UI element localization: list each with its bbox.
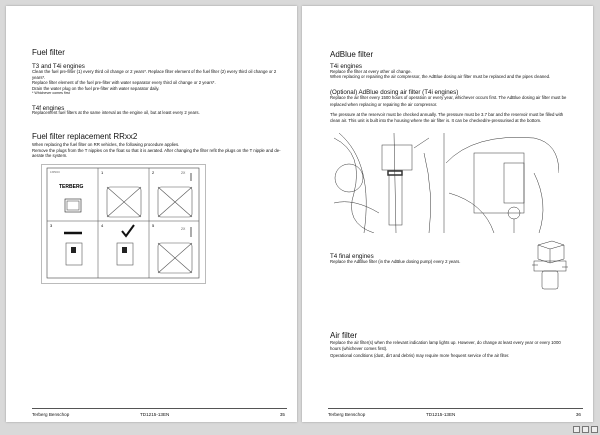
footer-doc-number: TD1215-13EN [426, 412, 456, 417]
page-footer [32, 408, 287, 418]
footer-company: Terberg Benschop [32, 412, 70, 417]
single-page-view-icon[interactable] [573, 426, 580, 433]
paragraph: Replace the AdBlue filter (in the AdBlue dosing pump) every 2 years. [330, 259, 461, 264]
footer-page-number: 35 [279, 412, 285, 417]
paragraph: When replacing or repairing the air compressor, the AdBlue dosing air filter must be replaced and the pipes cleaned. [330, 74, 551, 79]
two-page-view-icon[interactable] [582, 426, 589, 433]
step-number: 5 [152, 223, 155, 228]
diagram-code: 1305016 [50, 171, 60, 174]
subheading: T4 final engines [330, 253, 374, 260]
paragraph: Clean the fuel pre-filter (1) every third oil change or 2 years*. Replace filter element of the fuel filter (2) every third oil change or 2 years*. [32, 69, 277, 80]
subheading: T4i engines [330, 63, 362, 70]
section-title: Fuel filter replacement RRxx2 [32, 132, 138, 141]
step-number: 1 [101, 170, 104, 175]
paragraph: The pressure at the reservoir must be checked annually. The pressure must be 3.7 bar and the reservoir must be filled with clean air. This unit is built into the housing where the air filter is. It can be checked/re-pressurised at the bottom. [330, 112, 564, 123]
subheading: T3 and T4i engines [32, 63, 85, 70]
section-title: Air filter [330, 331, 358, 340]
page-36 [302, 6, 593, 422]
subheading: T4f engines [32, 105, 65, 112]
paragraph: When replacing the fuel filter on RR vehicles, the following procedure applies. [32, 142, 180, 147]
paragraph: Drain the water plug on the fuel pre-filter with water separator daily. [32, 85, 160, 91]
page-footer [328, 408, 583, 418]
repeat-label: 2X [181, 171, 186, 175]
paragraph: Replace the air filter every 1500 hours of operation or every year, whichever occurs first. The AdBlue dosing air filter must be replaced when replacing or repairing the air compressor. [330, 95, 567, 107]
footnote: * Whichever comes first [32, 91, 70, 95]
adblue-pump-illustration [530, 239, 570, 294]
footer-company: Terberg Benschop [328, 412, 366, 417]
paragraph: Replace filter element of the fuel pre-filter with water separator every third oil change or 2 years*. [32, 80, 216, 85]
repeat-label: 2X [181, 227, 186, 231]
procedure-diagram [41, 164, 206, 284]
section-title: AdBlue filter [330, 50, 374, 59]
footer-page-number: 36 [575, 412, 581, 417]
section-title: Fuel filter [32, 48, 65, 57]
paragraph: Replace the air filter(s) when the relevant indication lamp lights up. However, do change at least every year or every 1000 hours (whichever comes first). [330, 340, 561, 351]
paragraph: Replacement fuel filters at the same interval as the engine oil, but at least every 2 years. [32, 110, 200, 115]
fullscreen-icon[interactable] [591, 426, 598, 433]
step-number: 2 [152, 170, 155, 175]
paragraph: Remove the plugs from the T nipples on the float so that it is aerated. After changing the filter refit the plugs on the T nipple and de-aerate the system. [32, 147, 281, 159]
paragraph: Replace the filter at every other oil change. [330, 68, 412, 74]
paragraph: Operational conditions (dust, dirt and debris) may require more frequent service of the air filter. [330, 353, 510, 358]
page-35 [6, 6, 297, 422]
subheading: (Optional) AdBlue dosing air filter (T4i engines) [330, 89, 459, 96]
step-number: 3 [50, 223, 53, 228]
engine-filter-illustrations [334, 133, 559, 233]
terberg-logo: TERBERG [59, 184, 84, 190]
step-number: 4 [101, 223, 104, 228]
footer-doc-number: TD1215-13EN [140, 412, 170, 417]
